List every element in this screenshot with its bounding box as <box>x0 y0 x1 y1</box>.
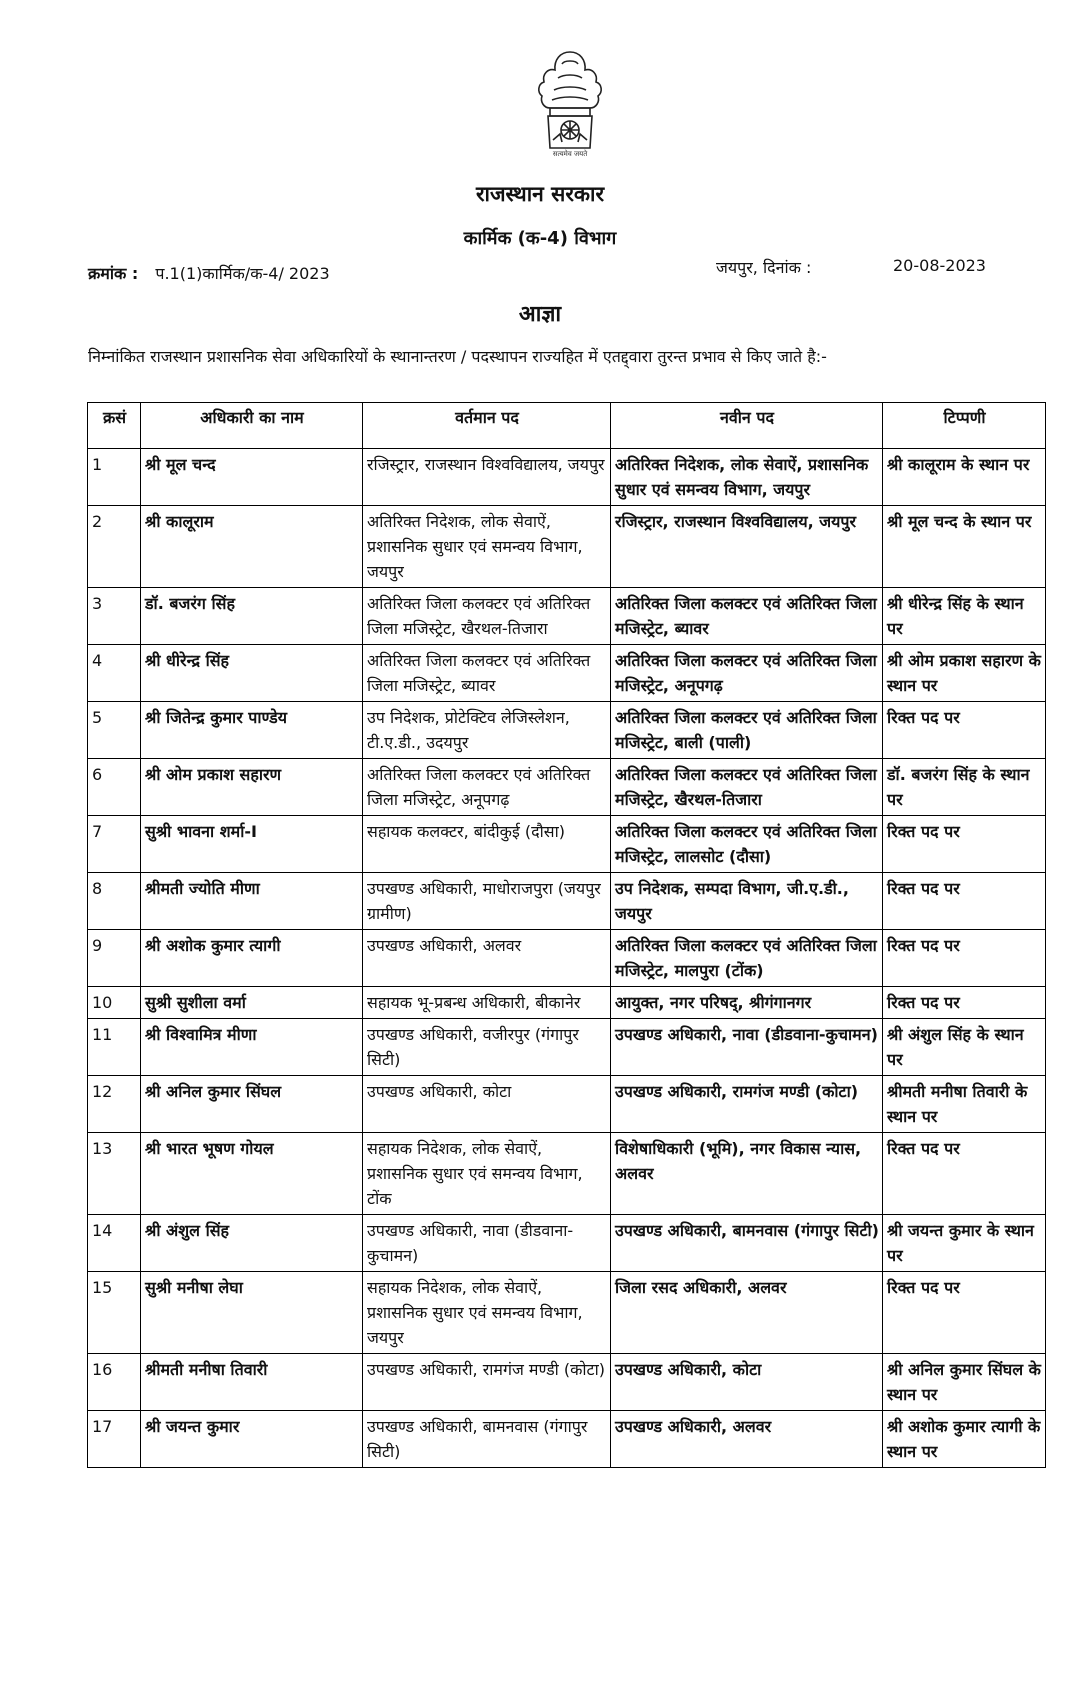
cell-officer-name: श्रीमती ज्योति मीणा <box>141 873 363 930</box>
table-row <box>88 506 1046 588</box>
cell-officer-name: श्री जितेन्द्र कुमार पाण्डेय <box>141 702 363 759</box>
cell-current-post: उपखण्ड अधिकारी, कोटा <box>363 1076 611 1133</box>
cell-sno: 11 <box>88 1019 141 1076</box>
cell-sno: 15 <box>88 1272 141 1354</box>
column-header-new-post: नवीन पद <box>611 403 883 449</box>
cell-new-post: अतिरिक्त जिला कलक्टर एवं अतिरिक्त जिला मजिस्ट्रेट, लालसोट (दौसा) <box>611 816 883 873</box>
cell-officer-name: श्री कालूराम <box>141 506 363 588</box>
table-row <box>88 645 1046 702</box>
table-row <box>88 1354 1046 1411</box>
column-header-current-post: वर्तमान पद <box>363 403 611 449</box>
reference-label: क्रमांक : <box>88 264 139 283</box>
cell-current-post: रजिस्ट्रार, राजस्थान विश्वविद्यालय, जयपुर <box>363 449 611 506</box>
cell-sno: 3 <box>88 588 141 645</box>
cell-current-post: उपखण्ड अधिकारी, बामनवास (गंगापुर सिटी) <box>363 1411 611 1468</box>
cell-new-post: विशेषाधिकारी (भूमि), नगर विकास न्यास, अलवर <box>611 1133 883 1215</box>
table-row <box>88 759 1046 816</box>
cell-remark: रिक्त पद पर <box>883 930 1046 987</box>
cell-officer-name: श्री ओम प्रकाश सहारण <box>141 759 363 816</box>
cell-current-post: सहायक भू-प्रबन्ध अधिकारी, बीकानेर <box>363 987 611 1019</box>
cell-new-post: अतिरिक्त जिला कलक्टर एवं अतिरिक्त जिला मजिस्ट्रेट, अनूपगढ़ <box>611 645 883 702</box>
cell-remark: रिक्त पद पर <box>883 873 1046 930</box>
cell-sno: 17 <box>88 1411 141 1468</box>
cell-officer-name: सुश्री मनीषा लेघा <box>141 1272 363 1354</box>
cell-remark: रिक्त पद पर <box>883 987 1046 1019</box>
cell-remark: श्री ओम प्रकाश सहारण के स्थान पर <box>883 645 1046 702</box>
table-row <box>88 449 1046 506</box>
table-row <box>88 1215 1046 1272</box>
cell-officer-name: डॉ. बजरंग सिंह <box>141 588 363 645</box>
cell-officer-name: श्री अनिल कुमार सिंघल <box>141 1076 363 1133</box>
cell-new-post: आयुक्त, नगर परिषद्, श्रीगंगानगर <box>611 987 883 1019</box>
cell-sno: 13 <box>88 1133 141 1215</box>
cell-new-post: अतिरिक्त जिला कलक्टर एवं अतिरिक्त जिला मजिस्ट्रेट, ब्यावर <box>611 588 883 645</box>
cell-new-post: अतिरिक्त जिला कलक्टर एवं अतिरिक्त जिला मजिस्ट्रेट, खैरथल-तिजारा <box>611 759 883 816</box>
cell-new-post: उपखण्ड अधिकारी, बामनवास (गंगापुर सिटी) <box>611 1215 883 1272</box>
cell-officer-name: सुश्री भावना शर्मा-I <box>141 816 363 873</box>
column-header-sno: क्रसं <box>88 403 141 449</box>
cell-remark: श्रीमती मनीषा तिवारी के स्थान पर <box>883 1076 1046 1133</box>
cell-sno: 14 <box>88 1215 141 1272</box>
cell-current-post: उपखण्ड अधिकारी, माधोराजपुरा (जयपुर ग्रामीण) <box>363 873 611 930</box>
column-header-name: अधिकारी का नाम <box>141 403 363 449</box>
cell-officer-name: श्री जयन्त कुमार <box>141 1411 363 1468</box>
cell-officer-name: श्री धीरेन्द्र सिंह <box>141 645 363 702</box>
table-row <box>88 816 1046 873</box>
cell-new-post: उपखण्ड अधिकारी, नावा (डीडवाना-कुचामन) <box>611 1019 883 1076</box>
cell-remark: श्री अनिल कुमार सिंघल के स्थान पर <box>883 1354 1046 1411</box>
cell-sno: 1 <box>88 449 141 506</box>
cell-current-post: अतिरिक्त जिला कलक्टर एवं अतिरिक्त जिला मजिस्ट्रेट, खैरथल-तिजारा <box>363 588 611 645</box>
cell-remark: डॉ. बजरंग सिंह के स्थान पर <box>883 759 1046 816</box>
cell-current-post: सहायक निदेशक, लोक सेवाऐं, प्रशासनिक सुधार एवं समन्वय विभाग, जयपुर <box>363 1272 611 1354</box>
cell-new-post: अतिरिक्त जिला कलक्टर एवं अतिरिक्त जिला मजिस्ट्रेट, बाली (पाली) <box>611 702 883 759</box>
column-header-remark: टिप्पणी <box>883 403 1046 449</box>
cell-remark: रिक्त पद पर <box>883 702 1046 759</box>
cell-remark: श्री धीरेन्द्र सिंह के स्थान पर <box>883 588 1046 645</box>
order-intro: निम्नांकित राजस्थान प्रशासनिक सेवा अधिकारियों के स्थानान्तरण / पदस्थापन राज्यहित में एतद्द्वारा तुरन्त प्रभाव से किए जाते है:- <box>88 347 827 366</box>
cell-current-post: सहायक निदेशक, लोक सेवाऐं, प्रशासनिक सुधार एवं समन्वय विभाग, टोंक <box>363 1133 611 1215</box>
cell-officer-name: श्री अशोक कुमार त्यागी <box>141 930 363 987</box>
cell-officer-name: श्री मूल चन्द <box>141 449 363 506</box>
place-date-label: जयपुर, दिनांक : <box>716 258 812 277</box>
cell-current-post: उपखण्ड अधिकारी, नावा (डीडवाना-कुचामन) <box>363 1215 611 1272</box>
reference-line <box>88 262 330 284</box>
cell-sno: 5 <box>88 702 141 759</box>
cell-sno: 6 <box>88 759 141 816</box>
cell-sno: 8 <box>88 873 141 930</box>
cell-current-post: अतिरिक्त निदेशक, लोक सेवाऐं, प्रशासनिक सुधार एवं समन्वय विभाग, जयपुर <box>363 506 611 588</box>
cell-remark: रिक्त पद पर <box>883 816 1046 873</box>
cell-new-post: उपखण्ड अधिकारी, अलवर <box>611 1411 883 1468</box>
cell-sno: 7 <box>88 816 141 873</box>
table-header-row <box>88 403 1046 449</box>
cell-officer-name: श्रीमती मनीषा तिवारी <box>141 1354 363 1411</box>
table-row <box>88 987 1046 1019</box>
cell-officer-name: सुश्री सुशीला वर्मा <box>141 987 363 1019</box>
cell-current-post: अतिरिक्त जिला कलक्टर एवं अतिरिक्त जिला मजिस्ट्रेट, अनूपगढ़ <box>363 759 611 816</box>
cell-sno: 10 <box>88 987 141 1019</box>
table-row <box>88 1019 1046 1076</box>
emblem-motto: सत्यमेव जयते <box>552 150 588 158</box>
table-row <box>88 873 1046 930</box>
table-row <box>88 1076 1046 1133</box>
cell-new-post: उप निदेशक, सम्पदा विभाग, जी.ए.डी., जयपुर <box>611 873 883 930</box>
table-row <box>88 1411 1046 1468</box>
cell-new-post: उपखण्ड अधिकारी, रामगंज मण्डी (कोटा) <box>611 1076 883 1133</box>
cell-officer-name: श्री विश्वामित्र मीणा <box>141 1019 363 1076</box>
cell-new-post: रजिस्ट्रार, राजस्थान विश्वविद्यालय, जयपुर <box>611 506 883 588</box>
cell-new-post: अतिरिक्त निदेशक, लोक सेवाऐं, प्रशासनिक सुधार एवं समन्वय विभाग, जयपुर <box>611 449 883 506</box>
transfer-table <box>87 402 1046 1468</box>
cell-remark: श्री अशोक कुमार त्यागी के स्थान पर <box>883 1411 1046 1468</box>
reference-number: प.1(1)कार्मिक/क-4/ 2023 <box>155 264 330 283</box>
cell-current-post: सहायक कलक्टर, बांदीकुई (दौसा) <box>363 816 611 873</box>
cell-sno: 2 <box>88 506 141 588</box>
cell-sno: 12 <box>88 1076 141 1133</box>
national-emblem-icon <box>520 44 620 166</box>
order-title: आज्ञा <box>518 302 562 327</box>
government-title: राजस्थान सरकार <box>475 182 605 206</box>
table-row <box>88 1272 1046 1354</box>
cell-remark: श्री जयन्त कुमार के स्थान पर <box>883 1215 1046 1272</box>
cell-current-post: उप निदेशक, प्रोटेक्टिव लेजिस्लेशन, टी.ए.डी., उदयपुर <box>363 702 611 759</box>
cell-new-post: अतिरिक्त जिला कलक्टर एवं अतिरिक्त जिला मजिस्ट्रेट, मालपुरा (टोंक) <box>611 930 883 987</box>
cell-remark: श्री अंशुल सिंह के स्थान पर <box>883 1019 1046 1076</box>
order-date: 20-08-2023 <box>893 256 986 275</box>
cell-current-post: उपखण्ड अधिकारी, अलवर <box>363 930 611 987</box>
cell-remark: रिक्त पद पर <box>883 1272 1046 1354</box>
cell-officer-name: श्री अंशुल सिंह <box>141 1215 363 1272</box>
cell-officer-name: श्री भारत भूषण गोयल <box>141 1133 363 1215</box>
department-title: कार्मिक (क-4) विभाग <box>463 228 617 249</box>
cell-sno: 4 <box>88 645 141 702</box>
cell-current-post: अतिरिक्त जिला कलक्टर एवं अतिरिक्त जिला मजिस्ट्रेट, ब्यावर <box>363 645 611 702</box>
table-row <box>88 702 1046 759</box>
cell-new-post: उपखण्ड अधिकारी, कोटा <box>611 1354 883 1411</box>
table-row <box>88 1133 1046 1215</box>
cell-sno: 16 <box>88 1354 141 1411</box>
cell-current-post: उपखण्ड अधिकारी, रामगंज मण्डी (कोटा) <box>363 1354 611 1411</box>
cell-sno: 9 <box>88 930 141 987</box>
table-row <box>88 588 1046 645</box>
table-row <box>88 930 1046 987</box>
cell-remark: रिक्त पद पर <box>883 1133 1046 1215</box>
cell-new-post: जिला रसद अधिकारी, अलवर <box>611 1272 883 1354</box>
cell-current-post: उपखण्ड अधिकारी, वजीरपुर (गंगापुर सिटी) <box>363 1019 611 1076</box>
cell-remark: श्री मूल चन्द के स्थान पर <box>883 506 1046 588</box>
cell-remark: श्री कालूराम के स्थान पर <box>883 449 1046 506</box>
